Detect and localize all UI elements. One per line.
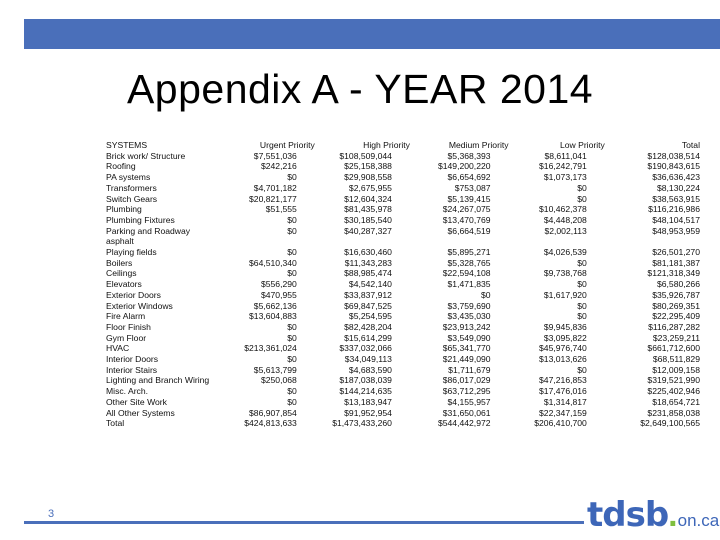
table-header-row	[106, 140, 700, 151]
table-cell: $128,038,514	[647, 150, 700, 161]
table-cell: $82,428,204	[344, 321, 392, 332]
table-total-row	[106, 418, 700, 429]
logo-main-text: tdsb	[587, 495, 669, 535]
table-row	[106, 397, 700, 408]
table-cell: $0	[577, 364, 587, 375]
table-cell: $45,976,740	[539, 343, 587, 354]
systems-cost-table	[106, 140, 700, 429]
table-body	[106, 151, 700, 429]
table-cell: $3,095,822	[543, 332, 587, 343]
column-header-urgent: Urgent Priority	[259, 140, 315, 150]
row-label: Plumbing	[106, 204, 142, 215]
row-label: Interior Stairs	[106, 364, 158, 375]
table-cell: $108,509,044	[339, 150, 392, 161]
table-cell: $13,013,626	[539, 354, 587, 365]
table-cell: $2,002,113	[544, 225, 587, 236]
table-cell: $65,341,770	[442, 343, 491, 354]
table-cell: $0	[287, 396, 297, 407]
table-cell: $12,009,158	[652, 364, 700, 375]
table-cell: $86,017,029	[442, 375, 491, 386]
table-cell: $1,471,835	[447, 279, 491, 290]
systems-table-container	[106, 140, 700, 429]
table-cell: $206,410,700	[534, 418, 587, 429]
table-cell: $5,139,415	[447, 193, 491, 204]
table-cell: $0	[577, 300, 587, 311]
table-cell: $22,347,159	[539, 407, 587, 418]
table-cell: $31,650,061	[442, 407, 491, 418]
table-cell: $8,611,041	[544, 150, 587, 161]
table-cell: $116,216,986	[648, 204, 700, 215]
row-label: All Other Systems	[106, 407, 175, 418]
table-cell: $0	[287, 386, 297, 397]
row-label: Misc. Arch.	[106, 386, 149, 397]
table-cell: $1,473,433,260	[332, 418, 392, 429]
row-label: HVAC	[106, 343, 130, 354]
column-header-medium: Medium Priority	[448, 140, 509, 150]
table-cell: $80,269,351	[652, 300, 700, 311]
table-cell: $0	[287, 247, 297, 258]
row-label: Playing fields	[106, 247, 157, 258]
table-cell: $0	[577, 279, 587, 290]
table-cell: $22,295,409	[652, 311, 700, 322]
column-header-systems: SYSTEMS	[106, 140, 148, 150]
table-cell: $4,542,140	[348, 279, 392, 290]
table-cell: $0	[287, 225, 297, 236]
column-header-high: High Priority	[363, 140, 410, 150]
table-cell: $6,664,519	[447, 225, 491, 236]
table-cell: $4,683,590	[348, 364, 392, 375]
header-bar	[24, 19, 720, 49]
row-label: PA systems	[106, 172, 151, 183]
table-cell: $30,185,540	[344, 214, 392, 225]
table-cell: $29,908,558	[344, 172, 392, 183]
table-cell: $116,287,282	[648, 321, 700, 332]
table-cell: $24,267,075	[442, 204, 491, 215]
table-row	[106, 279, 700, 290]
table-row	[106, 151, 700, 162]
row-label: Roofing	[106, 161, 136, 172]
table-cell: $556,290	[260, 279, 297, 290]
table-cell: $13,470,769	[442, 214, 491, 225]
table-cell: $0	[577, 257, 587, 268]
table-cell: $86,907,854	[249, 407, 297, 418]
table-cell: $7,551,036	[253, 150, 297, 161]
table-cell: $91,952,954	[344, 407, 392, 418]
table-row	[106, 290, 700, 301]
table-cell: $5,328,765	[447, 257, 491, 268]
row-label: Interior Doors	[106, 354, 159, 365]
table-cell: $0	[577, 311, 587, 322]
table-cell: $16,630,460	[344, 247, 392, 258]
table-cell: $22,594,108	[442, 268, 491, 279]
table-cell: $68,511,829	[652, 354, 700, 365]
table-cell: $4,026,539	[543, 247, 587, 258]
row-label: Gym Floor	[106, 332, 147, 343]
table-cell: $8,130,224	[656, 182, 700, 193]
row-label: Elevators	[106, 279, 142, 290]
row-label: Total	[106, 418, 125, 429]
table-cell: $753,087	[454, 182, 491, 193]
table-cell: $48,104,517	[652, 214, 700, 225]
table-cell: $11,343,283	[344, 257, 392, 268]
table-cell: $6,654,692	[447, 172, 491, 183]
table-cell: $48,953,959	[652, 225, 700, 236]
table-cell: $1,711,679	[448, 364, 491, 375]
table-cell: $4,701,182	[253, 182, 297, 193]
table-cell: $149,200,220	[437, 161, 491, 172]
table-cell: $0	[287, 214, 297, 225]
table-row	[106, 258, 700, 269]
table-cell: $2,675,955	[348, 182, 392, 193]
row-label: Plumbing Fixtures	[106, 214, 175, 225]
table-cell: $51,555	[265, 204, 297, 215]
table-cell: $21,449,090	[442, 354, 491, 365]
row-label: Parking and Roadway asphalt	[106, 225, 191, 247]
table-cell: $4,448,208	[543, 214, 587, 225]
table-row	[106, 172, 700, 183]
table-cell: $40,287,327	[344, 225, 392, 236]
table-cell: $5,662,136	[253, 300, 297, 311]
table-cell: $0	[480, 289, 491, 300]
table-cell: $0	[287, 321, 297, 332]
table-cell: $17,476,016	[539, 386, 587, 397]
table-cell: $1,314,817	[543, 396, 587, 407]
table-cell: $5,895,271	[447, 247, 491, 258]
table-cell: $1,617,920	[543, 289, 587, 300]
table-cell: $661,712,600	[647, 343, 700, 354]
table-cell: $1,073,173	[543, 172, 587, 183]
table-cell: $35,926,787	[652, 289, 700, 300]
table-row	[106, 215, 700, 226]
row-label: Exterior Doors	[106, 289, 161, 300]
table-cell: $33,837,912	[344, 289, 392, 300]
table-cell: $3,435,030	[447, 311, 491, 322]
table-row	[106, 247, 700, 258]
table-cell: $3,759,690	[447, 300, 491, 311]
table-row	[106, 365, 700, 376]
table-cell: $5,613,799	[253, 364, 297, 375]
table-cell: $470,955	[260, 289, 297, 300]
table-row	[106, 375, 700, 386]
table-cell: $424,813,633	[244, 418, 297, 429]
table-cell: $13,183,947	[344, 396, 392, 407]
table-cell: $0	[287, 354, 297, 365]
table-row	[106, 322, 700, 333]
table-row	[106, 161, 700, 172]
table-cell: $190,843,615	[647, 161, 700, 172]
table-cell: $10,462,378	[539, 204, 587, 215]
table-row	[106, 226, 700, 247]
row-label: Brick work/ Structure	[106, 150, 186, 161]
table-cell: $225,402,946	[647, 386, 700, 397]
table-cell: $0	[287, 332, 297, 343]
table-cell: $13,604,883	[249, 311, 297, 322]
table-row	[106, 204, 700, 215]
table-cell: $5,368,393	[447, 150, 491, 161]
table-cell: $0	[577, 193, 587, 204]
row-label: Floor Finish	[106, 321, 151, 332]
table-cell: $69,847,525	[344, 300, 392, 311]
table-row	[106, 354, 700, 365]
table-cell: $187,038,039	[339, 375, 392, 386]
row-label: Switch Gears	[106, 193, 158, 204]
logo-dot: .	[668, 496, 678, 534]
table-cell: $0	[577, 182, 587, 193]
column-header-total: Total	[681, 140, 700, 150]
table-row	[106, 343, 700, 354]
table-row	[106, 408, 700, 419]
table-cell: $3,549,090	[447, 332, 491, 343]
table-row	[106, 194, 700, 205]
table-cell: $2,649,100,565	[640, 418, 700, 429]
table-cell: $9,945,836	[543, 321, 587, 332]
footer-divider	[24, 521, 584, 524]
table-cell: $319,521,990	[647, 375, 700, 386]
table-cell: $4,155,957	[447, 396, 491, 407]
table-row	[106, 311, 700, 322]
table-cell: $9,738,768	[543, 268, 587, 279]
table-row	[106, 301, 700, 312]
table-cell: $121,318,349	[647, 268, 700, 279]
table-cell: $0	[287, 172, 297, 183]
table-cell: $231,858,038	[647, 407, 700, 418]
table-cell: $12,604,324	[344, 193, 392, 204]
table-cell: $5,254,595	[348, 311, 392, 322]
table-cell: $23,259,211	[652, 332, 700, 343]
table-cell: $25,158,388	[344, 161, 392, 172]
table-cell: $23,913,242	[442, 321, 491, 332]
table-row	[106, 386, 700, 397]
table-cell: $18,654,721	[652, 396, 700, 407]
table-cell: $34,049,113	[344, 354, 392, 365]
table-cell: $213,361,024	[244, 343, 297, 354]
row-label: Other Site Work	[106, 396, 167, 407]
table-cell: $20,821,177	[249, 193, 297, 204]
table-row	[106, 333, 700, 344]
tdsb-logo	[587, 495, 719, 535]
page-number: 3	[48, 508, 55, 520]
table-cell: $250,068	[260, 375, 297, 386]
page-title: Appendix A - YEAR 2014	[126, 66, 594, 112]
row-label: Lighting and Branch Wiring	[106, 375, 210, 386]
table-cell: $544,442,972	[437, 418, 491, 429]
table-cell: $36,636,423	[652, 172, 700, 183]
row-label: Ceilings	[106, 268, 137, 279]
column-header-low: Low Priority	[559, 140, 605, 150]
table-cell: $81,181,387	[652, 257, 700, 268]
table-cell: $337,032,066	[339, 343, 392, 354]
row-label: Exterior Windows	[106, 300, 173, 311]
table-cell: $26,501,270	[652, 247, 700, 258]
row-label: Boilers	[106, 257, 133, 268]
table-cell: $64,510,340	[249, 257, 297, 268]
table-cell: $242,216	[260, 161, 297, 172]
table-cell: $16,242,791	[539, 161, 587, 172]
table-cell: $0	[287, 268, 297, 279]
table-cell: $38,563,915	[652, 193, 700, 204]
table-cell: $63,712,295	[442, 386, 491, 397]
table-row	[106, 183, 700, 194]
table-row	[106, 268, 700, 279]
table-cell: $47,216,853	[539, 375, 587, 386]
table-cell: $88,985,474	[344, 268, 392, 279]
table-cell: $15,614,299	[344, 332, 392, 343]
table-cell: $6,580,266	[656, 279, 700, 290]
table-cell: $144,214,635	[339, 386, 392, 397]
row-label: Fire Alarm	[106, 311, 146, 322]
row-label: Transformers	[106, 182, 157, 193]
table-cell: $81,435,978	[344, 204, 392, 215]
logo-domain-text: on.ca	[677, 511, 720, 530]
